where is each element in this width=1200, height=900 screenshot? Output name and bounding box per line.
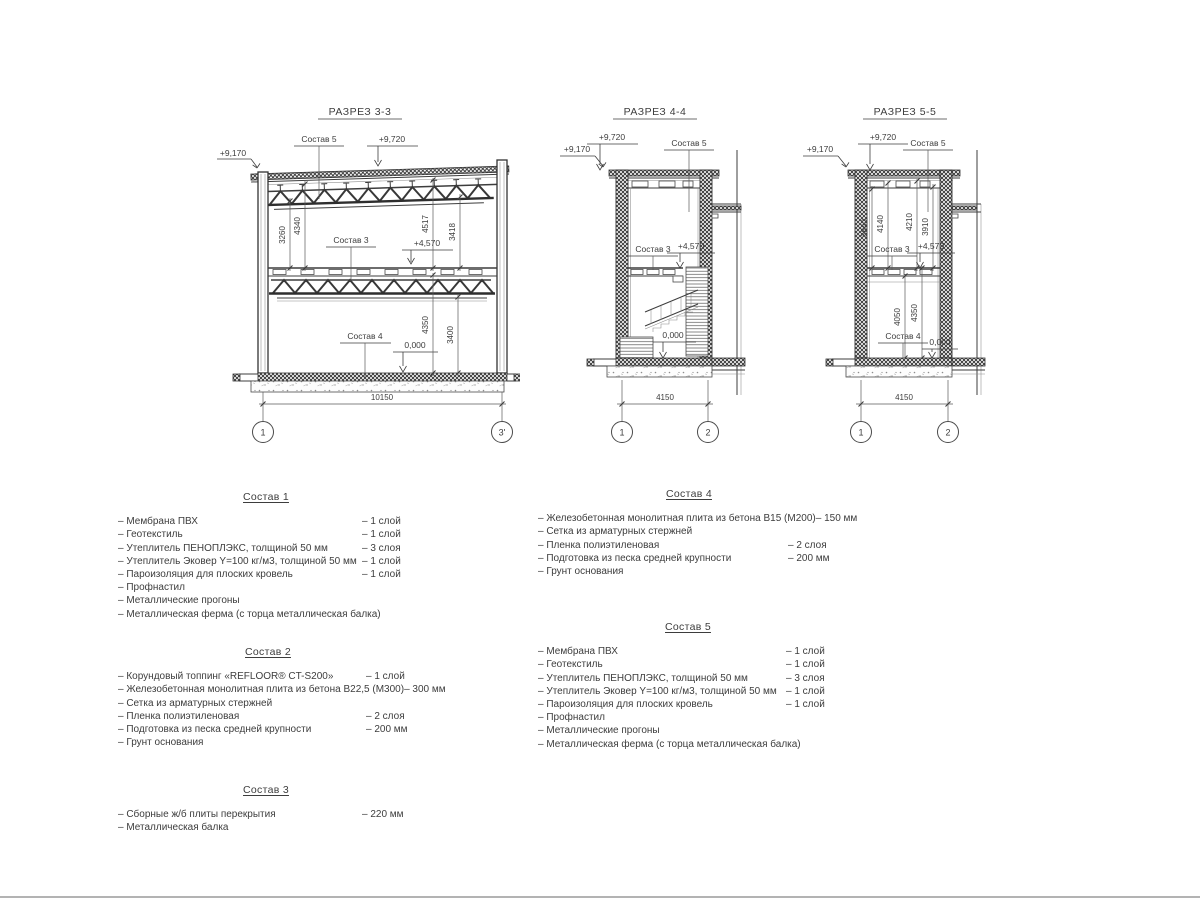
right-wall [940, 170, 952, 358]
material-name: – Утеплитель ПЕНОПЛЭКС, толщиной 50 мм [538, 672, 748, 684]
material-value [788, 565, 840, 578]
section-drawing-3-3 [215, 100, 520, 450]
level-label: +4,570 [917, 241, 945, 251]
dimension-label: 3400 [446, 326, 455, 344]
composition-items [118, 670, 446, 749]
material-name: – Геотекстиль [538, 659, 603, 671]
level-label: +9,170 [806, 144, 834, 154]
callout-label: Состав 4 [347, 331, 383, 341]
level-label: +4,570 [413, 238, 441, 248]
composition-item [538, 711, 838, 724]
axis-label: 1 [858, 427, 864, 438]
callout-label: Состав 5 [910, 138, 946, 148]
material-value: – 1 слой [366, 671, 405, 683]
material-name: – Профнастил [118, 582, 185, 594]
material-name: – Железобетонная монолитная плита из бетона В22,5 (М300) [118, 684, 405, 696]
material-name: – Сборные ж/б плиты перекрытия [118, 809, 276, 821]
level-mark-9720 [367, 134, 418, 166]
composition-item [118, 542, 414, 555]
callout-sostav3 [628, 244, 678, 270]
material-value: – 1 слой [362, 516, 401, 528]
material-name: – Сетка из арматурных стержней [538, 526, 693, 538]
dimension-label: 4210 [905, 213, 914, 231]
sheet-border-line [0, 896, 1200, 898]
level-mark-4570 [402, 238, 453, 264]
material-name: – Пароизоляция для плоских кровель [538, 699, 713, 711]
composition-title: Состав 3 [243, 784, 289, 796]
composition-item [538, 512, 858, 525]
dimension-label: 4340 [293, 217, 302, 235]
level-label: +4,570 [677, 241, 705, 251]
material-name: – Грунт основания [538, 566, 624, 578]
level-label: +9,170 [563, 144, 591, 154]
material-value: – 1 слой [786, 659, 825, 671]
axis-label: 2 [705, 427, 711, 438]
left-column [258, 172, 268, 373]
material-value: – 200 мм [788, 552, 830, 564]
axis-label: 1 [619, 427, 625, 438]
level-mark-9170 [560, 144, 606, 167]
composition-items [538, 645, 838, 751]
material-value [788, 525, 840, 538]
axis-label: 3' [498, 427, 506, 438]
composition-item [538, 738, 838, 751]
section-title: РАЗРЕЗ 5-5 [873, 106, 937, 118]
axis-bubble-left [612, 422, 633, 443]
level-label: +9,720 [378, 134, 406, 144]
section-drawing-4-4 [555, 100, 800, 450]
material-value: – 3 слоя [362, 542, 401, 554]
span-dimension [259, 392, 506, 421]
composition-item [118, 608, 414, 621]
right-column [497, 160, 507, 373]
composition-item [118, 821, 414, 834]
dimension-label: 10150 [370, 393, 394, 402]
mid-floor [268, 268, 497, 301]
callout-label: Состав 4 [885, 331, 921, 341]
material-value [366, 697, 418, 710]
material-name: – Железобетонная монолитная плита из бетона В15 (М200) [538, 513, 816, 525]
material-value [362, 594, 414, 607]
composition-title: Состав 4 [666, 488, 712, 500]
material-name: – Подготовка из песка средней крупности [118, 724, 312, 736]
composition-item [118, 568, 414, 581]
material-name: – Утеплитель Эковер Y=100 кг/м3, толщиной 50 мм [538, 685, 777, 697]
material-name: – Утеплитель Эковер Y=100 кг/м3, толщиной 50 мм [118, 555, 357, 567]
material-value: – 2 слоя [366, 710, 405, 722]
dimension-label: 3418 [448, 223, 457, 241]
dimension-label: 4140 [876, 215, 885, 233]
composition-item [118, 515, 414, 528]
section-title: РАЗРЕЗ 4-4 [623, 106, 687, 118]
mid-floor [867, 268, 940, 282]
composition-item [118, 581, 414, 594]
axis-label: 2 [945, 427, 951, 438]
dimension-label: 4150 [895, 393, 913, 402]
material-value: – 1 слой [786, 685, 825, 697]
material-name: – Металлическая ферма (с торца металлическая балка) [538, 738, 801, 750]
axis-bubble-left [253, 422, 274, 443]
composition-item [538, 552, 840, 565]
composition-list-2 [118, 646, 446, 749]
section-title: РАЗРЕЗ 3-3 [328, 106, 392, 118]
composition-item [118, 736, 418, 749]
composition-item [538, 539, 840, 552]
material-value: – 150 мм [815, 513, 858, 525]
material-name: – Металлические прогоны [118, 595, 240, 607]
callout-label: Состав 3 [333, 235, 369, 245]
material-name: – Металлические прогоны [538, 725, 660, 737]
material-value: – 200 мм [366, 724, 408, 736]
material-value [381, 608, 433, 621]
material-value: – 3 слоя [786, 672, 825, 684]
material-value [362, 581, 414, 594]
dimension-lower [893, 266, 925, 362]
composition-item [538, 525, 840, 538]
span-dimension [856, 380, 953, 421]
dimension-label: 4350 [421, 316, 430, 334]
dimension-label: 4150 [656, 393, 674, 402]
material-value: – 2 слоя [788, 539, 827, 551]
callout-sostav4 [340, 331, 391, 377]
section-drawing-5-5 [800, 100, 1045, 450]
composition-list-1 [118, 491, 414, 621]
composition-item [118, 697, 418, 710]
material-name: – Подготовка из песка средней крупности [538, 552, 732, 564]
composition-title: Состав 1 [243, 491, 289, 503]
callout-sostav4 [878, 331, 928, 358]
composition-item [538, 565, 840, 578]
level-label: 0,000 [404, 340, 426, 350]
composition-item [118, 594, 414, 607]
material-name: – Геотекстиль [118, 529, 183, 541]
material-value: – 1 слой [362, 555, 401, 567]
dimension-label: 4350 [910, 304, 919, 322]
dimension-label: 3910 [921, 218, 930, 236]
composition-item [538, 658, 838, 671]
material-name: – Пленка полиэтиленовая [118, 710, 240, 722]
material-name: – Профнастил [538, 712, 605, 724]
axis-bubble-left [851, 422, 872, 443]
composition-list-5 [538, 621, 838, 751]
ground-slab [826, 358, 985, 377]
composition-item [538, 685, 838, 698]
composition-items [118, 515, 414, 621]
composition-item [118, 808, 414, 821]
composition-item [538, 724, 838, 737]
level-label: 0,000 [929, 337, 951, 347]
material-name: – Утеплитель ПЕНОПЛЭКС, толщиной 50 мм [118, 542, 328, 554]
material-value [786, 724, 838, 737]
material-value [786, 711, 838, 724]
callout-label: Состав 5 [671, 138, 707, 148]
material-name: – Пароизоляция для плоских кровель [118, 569, 293, 581]
material-value: – 1 слой [362, 529, 401, 541]
composition-item [118, 528, 414, 541]
material-value: – 300 мм [404, 684, 446, 696]
level-mark-9720 [587, 132, 638, 170]
level-label: +9,170 [219, 148, 247, 158]
dimension-label: 4050 [893, 308, 902, 326]
precast-slabs [273, 270, 482, 275]
composition-list-4 [538, 488, 858, 578]
callout-label: Состав 3 [874, 244, 910, 254]
level-mark-zero [393, 340, 438, 372]
composition-title: Состав 5 [665, 621, 711, 633]
ground-slab [233, 373, 520, 392]
material-name: – Металлическая балка [118, 822, 229, 834]
composition-item [538, 645, 838, 658]
composition-item [118, 670, 418, 683]
material-value: – 1 слой [786, 699, 825, 711]
left-wall [616, 170, 628, 358]
material-value: – 1 слой [362, 569, 401, 581]
level-label: 0,000 [662, 330, 684, 340]
composition-item [118, 555, 414, 568]
composition-items [118, 808, 414, 834]
composition-item [118, 723, 418, 736]
material-name: – Мембрана ПВХ [538, 646, 618, 658]
level-mark-9170 [217, 148, 260, 168]
material-name: – Сетка из арматурных стержней [118, 697, 273, 709]
callout-label: Состав 5 [301, 134, 337, 144]
level-label: +9,720 [598, 132, 626, 142]
left-wall [855, 170, 867, 358]
dimension-label: 4517 [421, 215, 430, 233]
staircase [620, 267, 708, 358]
composition-title: Состав 2 [245, 646, 291, 658]
level-label: +9,720 [869, 132, 897, 142]
level-mark-9170 [803, 144, 849, 167]
axis-label: 1 [260, 427, 266, 438]
dimension-label: 3840 [860, 219, 869, 237]
material-name: – Пленка полиэтиленовая [538, 539, 660, 551]
axis-bubble-right [698, 422, 719, 443]
axis-bubble-right [492, 422, 513, 443]
composition-item [538, 672, 838, 685]
material-value: – 1 слой [786, 646, 825, 658]
axis-bubble-right [938, 422, 959, 443]
landing-slab [628, 268, 683, 282]
material-name: – Металлическая ферма (с торца металлическая балка) [118, 608, 381, 620]
dimension-lower [421, 273, 461, 377]
composition-list-3 [118, 784, 414, 835]
material-value [362, 821, 414, 834]
material-name: – Мембрана ПВХ [118, 516, 198, 528]
composition-item [538, 698, 838, 711]
material-name: – Корундовый топпинг «REFLOOR® CT-S200» [118, 671, 334, 683]
material-name: – Грунт основания [118, 737, 204, 749]
composition-item [118, 710, 418, 723]
level-mark-9720 [858, 132, 908, 170]
material-value: – 220 мм [362, 809, 404, 821]
composition-item [118, 683, 446, 696]
dimension-label: 3260 [278, 226, 287, 244]
material-value [366, 736, 418, 749]
span-dimension [617, 380, 713, 421]
dimension-upper [860, 179, 936, 272]
callout-label: Состав 3 [635, 244, 671, 254]
ground-slab [587, 358, 745, 377]
composition-items [538, 512, 858, 578]
material-value [801, 738, 853, 751]
